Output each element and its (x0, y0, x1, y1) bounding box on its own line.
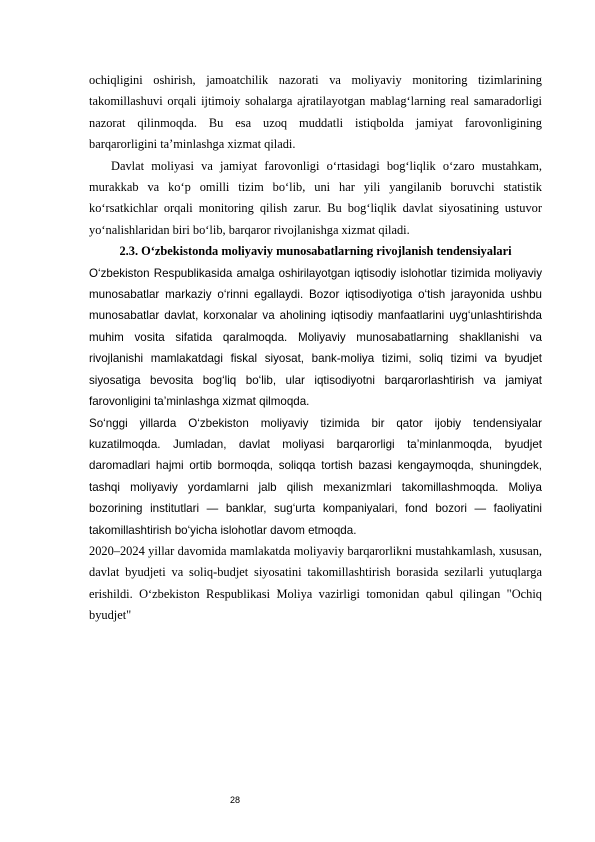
paragraph-2020-2024: 2020–2024 yillar davomida mamlakatda moliyaviy barqarorlikni mustahkamlash, xususan, davlat byudjeti va soliq-budjet siyosatini takomillashtirish borasida sezilarli yutuqlarga erishildi. O‘zbekiston Respublikasi Moliya vazirligi tomonidan qabul qilingan "Ochiq byudjet" (89, 543, 542, 623)
page-number: 28 (230, 795, 241, 805)
paragraph-continuation: ochiqligini oshirish, jamoatchilik nazorati va moliyaviy monitoring tizimlarining takomillashuvi orqali ijtimoiy sohalarga ajratilayotgan mablag‘larning real samaradorligi nazorat qilinmoqda. Bu esa uzoq muddatli istiqbolda jamiyat farovonligining barqarorligini ta’minlashga xizmat qiladi. (89, 73, 542, 152)
paragraph-finance-welfare: Davlat moliyasi va jamiyat farovonligi o‘rtasidagi bog‘liqlik o‘zaro mustahkam, murakkab va ko‘p omilli tizim bo‘lib, uni har yili yangilanib boruvchi statistik ko‘rsatkichlar orqali monitoring qilish zarur. Bu bog‘liqlik davlat siyosatining ustuvor yo‘nalishlaridan biri bo‘lib, barqaror rivojlanishga xizmat qiladi. (89, 158, 542, 237)
paragraph-reforms: O‘zbekiston Respublikasida amalga oshirilayotgan iqtisodiy islohotlar tizimida moliyaviy munosabatlar markaziy o‘rinni egallaydi. Bozor iqtisodiyotiga o‘tish jarayonida ushbu munosabatlar davlat, korxonalar va aholining iqtisodiy manfaatlarini uyg‘unlashtirishda muhim vosita sifatida qaralmoqda. Moliyaviy munosabatlarning shakllanishi va rivojlanishi mamlakatdagi fiskal siyosat, bank-moliya tizimi, soliq tizimi va byudjet siyosatiga bevosita bog‘liq bo‘lib, ular iqtisodiyotni barqarorlashtirish va jamiyat farovonligini ta’minlashga xizmat qilmoqda. (89, 266, 542, 409)
paragraph-trends: So‘nggi yillarda O‘zbekiston moliyaviy tizimida bir qator ijobiy tendensiyalar kuzatilmoqda. Jumladan, davlat moliyasi barqarorligi ta’minlanmoqda, byudjet daromadlari hajmi ortib bormoqda, soliqqa tortish bazasi kengaymoqda, shuningdek, tashqi moliyaviy yordamlarni jalb qilish mexanizmlari takomillashmoqda. Moliya bozorining institutlari — banklar, sug‘urta kompaniyalari, fond bozori — faoliyatini takomillashtirish bo‘yicha islohotlar davom etmoqda. (89, 416, 542, 537)
section-heading: 2.3. O‘zbekistonda moliyaviy munosabatlarning rivojlanish tendensiyalari (119, 244, 512, 259)
document-page (89, 70, 542, 627)
